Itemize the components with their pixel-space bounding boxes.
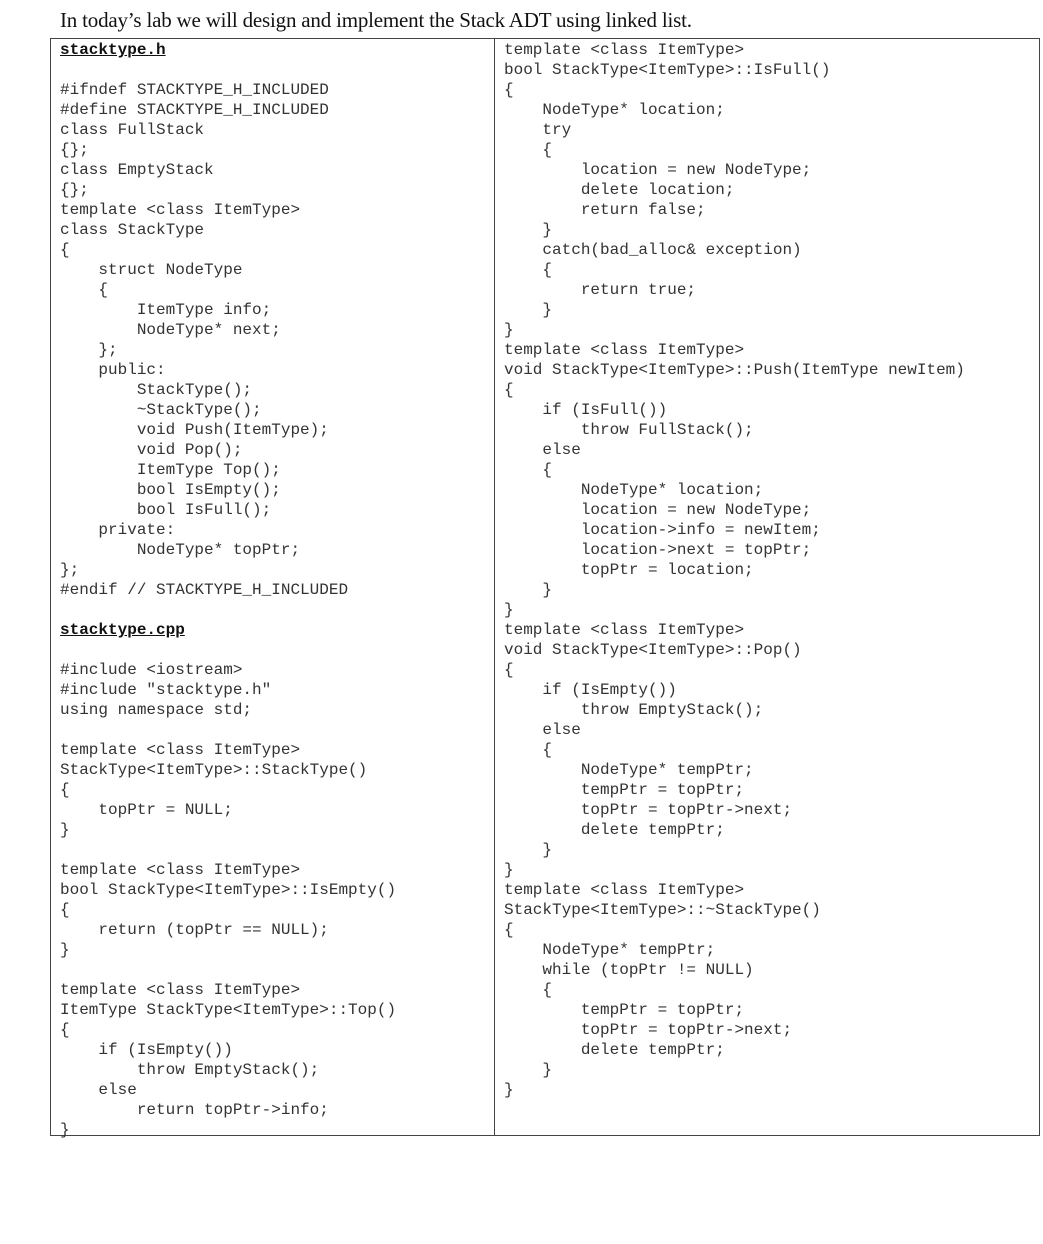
left-code-line: template <class ItemType>: [60, 741, 301, 759]
right-code-line: topPtr = topPtr->next;: [504, 801, 793, 819]
right-code-line: {: [504, 741, 553, 759]
right-code-line: {: [504, 261, 553, 279]
right-code-line: template <class ItemType>: [504, 41, 745, 59]
left-code-line: #endif // STACKTYPE_H_INCLUDED: [60, 581, 349, 599]
right-code-line: NodeType* tempPtr;: [504, 761, 754, 779]
right-code-line: {: [504, 141, 553, 159]
left-code-line: template <class ItemType>: [60, 201, 301, 219]
left-file-heading: stacktype.h: [60, 41, 166, 59]
left-file-heading: stacktype.cpp: [60, 621, 185, 639]
right-code-line: {: [504, 461, 553, 479]
left-code-line: [60, 600, 490, 620]
right-code-line: location->info = newItem;: [504, 521, 821, 539]
left-code-line: bool IsEmpty();: [60, 481, 281, 499]
right-code-line: }: [504, 861, 514, 879]
code-table: [50, 38, 1040, 1139]
left-code-line: template <class ItemType>: [60, 861, 301, 879]
intro-text: In today’s lab we will design and implement the Stack ADT using linked list.: [60, 8, 692, 32]
left-code-line: ~StackType();: [60, 401, 262, 419]
right-code-line: }: [504, 301, 553, 319]
right-code-line: bool StackType<ItemType>::IsFull(): [504, 61, 831, 79]
right-code-line: }: [504, 321, 514, 339]
right-code-line: location = new NodeType;: [504, 501, 812, 519]
left-code-line: {};: [60, 141, 89, 159]
right-code-line: return false;: [504, 201, 706, 219]
left-code-line: class EmptyStack: [60, 161, 214, 179]
left-code-line: [60, 840, 490, 860]
left-code-line: using namespace std;: [60, 701, 253, 719]
right-code-line: try: [504, 121, 572, 139]
left-code-line: [60, 960, 490, 980]
left-code-line: [60, 640, 490, 660]
left-code-line: bool StackType<ItemType>::IsEmpty(): [60, 881, 397, 899]
left-code-line: class FullStack: [60, 121, 205, 139]
left-code-line: [60, 720, 490, 740]
right-code-column: [504, 40, 1039, 1100]
left-code-line: {: [60, 781, 70, 799]
left-code-line: return topPtr->info;: [60, 1101, 329, 1119]
left-code-line: StackType<ItemType>::StackType(): [60, 761, 368, 779]
left-code-line: void Pop();: [60, 441, 243, 459]
left-code-line: }: [60, 1121, 70, 1139]
right-code-line: catch(bad_alloc& exception): [504, 241, 802, 259]
right-code-line: void StackType<ItemType>::Push(ItemType newItem): [504, 361, 965, 379]
right-code-line: else: [504, 441, 581, 459]
left-code-line: {: [60, 241, 70, 259]
right-code-line: }: [504, 581, 553, 599]
right-code-line: delete location;: [504, 181, 735, 199]
right-code-line: template <class ItemType>: [504, 881, 745, 899]
left-code-line: NodeType* topPtr;: [60, 541, 301, 559]
left-code-line: ItemType info;: [60, 301, 272, 319]
left-code-line: {: [60, 901, 70, 919]
right-code-line: }: [504, 221, 553, 239]
left-code-line: throw EmptyStack();: [60, 1061, 320, 1079]
right-code-line: NodeType* location;: [504, 101, 725, 119]
left-code-line: {};: [60, 181, 89, 199]
right-code-line: while (topPtr != NULL): [504, 961, 754, 979]
left-code-line: };: [60, 341, 118, 359]
right-code-line: template <class ItemType>: [504, 621, 745, 639]
right-code-line: if (IsFull()): [504, 401, 668, 419]
right-code-line: {: [504, 921, 514, 939]
left-code-line: ItemType StackType<ItemType>::Top(): [60, 1001, 397, 1019]
left-code-line: #define STACKTYPE_H_INCLUDED: [60, 101, 329, 119]
right-code-line: StackType<ItemType>::~StackType(): [504, 901, 821, 919]
left-code-line: topPtr = NULL;: [60, 801, 233, 819]
right-code-line: if (IsEmpty()): [504, 681, 677, 699]
column-divider: [494, 39, 495, 1135]
left-code-line: ItemType Top();: [60, 461, 281, 479]
left-code-line: #include "stacktype.h": [60, 681, 272, 699]
right-code-line: return true;: [504, 281, 697, 299]
right-code-line: {: [504, 81, 514, 99]
right-code-line: void StackType<ItemType>::Pop(): [504, 641, 802, 659]
right-code-line: topPtr = topPtr->next;: [504, 1021, 793, 1039]
left-code-line: StackType();: [60, 381, 253, 399]
right-code-line: }: [504, 601, 514, 619]
right-code-line: }: [504, 1081, 514, 1099]
left-code-line: void Push(ItemType);: [60, 421, 329, 439]
left-code-line: #include <iostream>: [60, 661, 243, 679]
right-code-line: delete tempPtr;: [504, 821, 725, 839]
left-code-line: template <class ItemType>: [60, 981, 301, 999]
left-code-line: }: [60, 941, 70, 959]
left-code-line: bool IsFull();: [60, 501, 272, 519]
right-code-line: else: [504, 721, 581, 739]
left-code-line: if (IsEmpty()): [60, 1041, 233, 1059]
right-code-line: {: [504, 981, 553, 999]
right-code-line: throw FullStack();: [504, 421, 754, 439]
left-code-line: {: [60, 1021, 70, 1039]
right-code-line: template <class ItemType>: [504, 341, 745, 359]
left-code-line: public:: [60, 361, 166, 379]
right-code-line: tempPtr = topPtr;: [504, 1001, 745, 1019]
right-code-line: NodeType* location;: [504, 481, 764, 499]
right-code-line: }: [504, 1061, 553, 1079]
left-code-line: NodeType* next;: [60, 321, 281, 339]
left-code-line: class StackType: [60, 221, 205, 239]
left-code-line: }: [60, 821, 70, 839]
right-code-line: location = new NodeType;: [504, 161, 812, 179]
right-code-line: throw EmptyStack();: [504, 701, 764, 719]
left-code-line: {: [60, 281, 109, 299]
right-code-line: {: [504, 381, 514, 399]
left-code-line: else: [60, 1081, 137, 1099]
left-code-column: [60, 40, 490, 1140]
left-code-line: #ifndef STACKTYPE_H_INCLUDED: [60, 81, 329, 99]
right-code-line: tempPtr = topPtr;: [504, 781, 745, 799]
right-code-line: delete tempPtr;: [504, 1041, 725, 1059]
right-code-line: }: [504, 841, 553, 859]
right-code-line: {: [504, 661, 514, 679]
left-code-line: struct NodeType: [60, 261, 243, 279]
left-code-line: };: [60, 561, 80, 579]
right-code-line: NodeType* tempPtr;: [504, 941, 716, 959]
left-code-line: private:: [60, 521, 176, 539]
right-code-line: topPtr = location;: [504, 561, 754, 579]
left-code-line: [60, 60, 490, 80]
right-code-line: location->next = topPtr;: [504, 541, 812, 559]
left-code-line: return (topPtr == NULL);: [60, 921, 329, 939]
